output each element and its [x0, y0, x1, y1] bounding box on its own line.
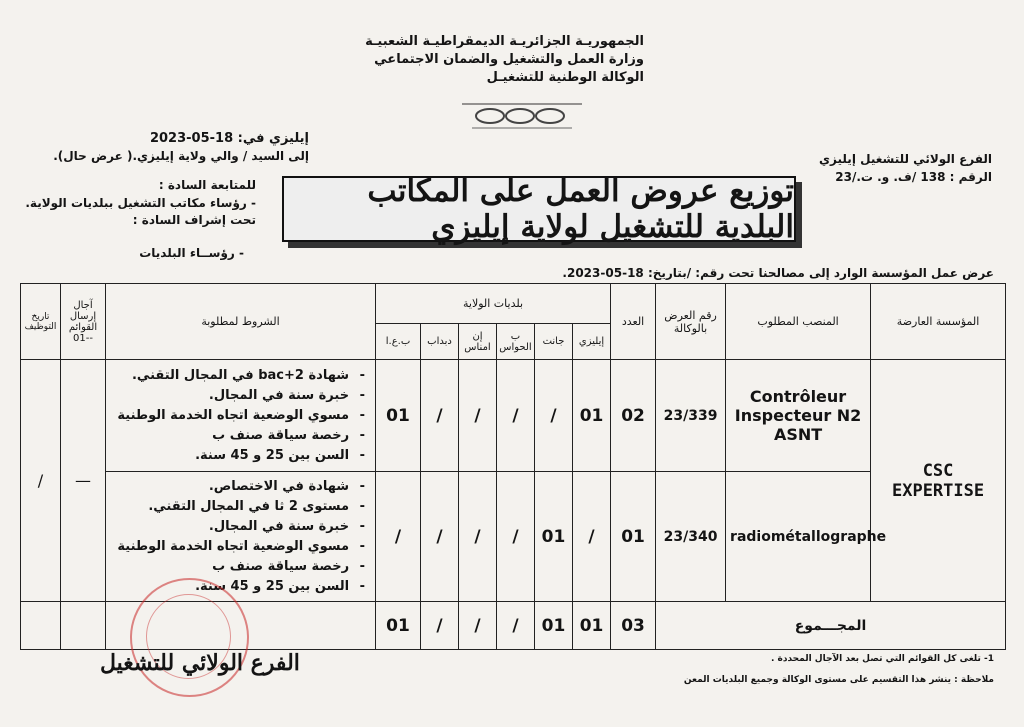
- condition-item: - مستوى 2 ثا في المجال التقني.: [106, 497, 365, 517]
- col-company: المؤسسة العارضة: [871, 284, 1006, 360]
- col-offer-no: رقم العرض بالوكالة: [656, 284, 726, 360]
- muni-header: جانت: [535, 324, 573, 360]
- total-label: المجـــموع: [656, 602, 1006, 650]
- condition-item: - السن بين 25 و 45 سنة.: [106, 577, 365, 597]
- condition-item: - خبرة سنة في المجال.: [106, 517, 365, 537]
- col-conditions: الشروط لمطلوبة: [106, 284, 376, 360]
- col-deadline: آجال إرسال القوائم -01-: [61, 284, 106, 360]
- document-title: توزيع عروض العمل على المكاتب البلدية للتشغيل لولاية إيليزي: [367, 173, 794, 245]
- muni-header: إن امناس: [459, 324, 497, 360]
- col-municipalities: بلديات الولاية: [376, 284, 611, 324]
- condition-item: - شهادة bac+2 في المجال التقني.: [106, 366, 365, 386]
- muni-cell: /: [535, 360, 573, 472]
- muni-cell: 01: [376, 360, 421, 472]
- muni-header: ب الحواس: [497, 324, 535, 360]
- table-row: [21, 360, 1006, 472]
- total-muni-cell: 01: [573, 602, 611, 650]
- header-row-1: [21, 284, 1006, 324]
- hire-date-cell: /: [21, 360, 61, 602]
- muni-cell: /: [421, 360, 459, 472]
- total-muni-cell: /: [497, 602, 535, 650]
- muni-header: إيليزي: [573, 324, 611, 360]
- position-cell: radiométallographe: [726, 472, 871, 602]
- condition-item: - خبرة سنة في المجال.: [106, 386, 365, 406]
- position-cell: Contrôleur Inspecteur N2 ASNT: [726, 360, 871, 472]
- total-count-cell: 03: [611, 602, 656, 650]
- doc-date: إيليزي في: 18-05-2023: [149, 131, 309, 146]
- condition-item: - مسوي الوضعية اتجاه الخدمة الوطنية: [106, 406, 365, 426]
- col-position: المنصب المطلوب: [726, 284, 871, 360]
- offer-no-cell: 23/339: [656, 360, 726, 472]
- recipient: إلى السيد / والي ولاية إيليزي.( عرض حال).: [53, 149, 309, 163]
- condition-item: - مسوي الوضعية اتجاه الخدمة الوطنية: [106, 537, 365, 557]
- mayors-label: - رؤســاء البلديات: [139, 246, 244, 260]
- document-title-box: [282, 173, 796, 245]
- intro-line: عرض عمل المؤسسة الوارد إلى مصالحنا تحت رقم: /بتاريخ: 18-05-2023.: [562, 266, 994, 280]
- condition-item: - السن بين 25 و 45 سنة.: [106, 446, 365, 466]
- followup-label: للمتابعة السادة :: [158, 178, 256, 192]
- header-agency: الوكالة الوطنية للتشغيـل: [486, 70, 644, 85]
- total-muni-cell: /: [459, 602, 497, 650]
- total-muni-cell: 01: [535, 602, 573, 650]
- condition-item: - رخصة سياقة صنف ب: [106, 426, 365, 446]
- muni-header: دبداب: [421, 324, 459, 360]
- offer-no-cell: 23/340: [656, 472, 726, 602]
- col-count: العدد: [611, 284, 656, 360]
- muni-cell: 01: [573, 360, 611, 472]
- signature-block: الفرع الولائي للتشغيل: [100, 650, 300, 676]
- count-cell: 01: [611, 472, 656, 602]
- header-ministry: وزارة العمل والتشغيل والضمان الاجتماعي: [374, 52, 644, 67]
- count-cell: 02: [611, 360, 656, 472]
- total-muni-cell: /: [421, 602, 459, 650]
- muni-cell: 01: [535, 472, 573, 602]
- col-hire-date: تاريخ التوظيف: [21, 284, 61, 360]
- muni-cell: /: [459, 472, 497, 602]
- note-2: ملاحظة : ينشر هذا التقسيم على مستوى الوكالة وجميع البلديات المعن: [683, 675, 994, 685]
- followup-heads: - رؤساء مكاتب التشغيل ببلديات الولاية.: [25, 196, 256, 210]
- muni-cell: /: [573, 472, 611, 602]
- muni-cell: /: [459, 360, 497, 472]
- total-muni-cell: 01: [376, 602, 421, 650]
- company-cell: CSC EXPERTISE: [871, 360, 1006, 602]
- conditions-cell: [106, 360, 376, 472]
- reference-number: الرقم : 138 /ف. و. ت./23: [835, 170, 992, 184]
- muni-cell: /: [376, 472, 421, 602]
- condition-item: - رخصة سياقة صنف ب: [106, 557, 365, 577]
- supervision-label: تحت إشراف السادة :: [132, 213, 256, 227]
- branch-name: الفرع الولائي للتشغيل إيليزي: [819, 152, 992, 166]
- deadline-cell: —: [61, 360, 106, 602]
- muni-cell: /: [497, 360, 535, 472]
- header-republic: الجمهوريـة الجزائريـة الديمقراطيـة الشعبيـة: [365, 34, 644, 49]
- note-1: 1- تلغى كل القوائم التي تصل بعد الآجال المحددة .: [771, 654, 994, 664]
- muni-cell: /: [497, 472, 535, 602]
- conditions-cell: [106, 472, 376, 602]
- agency-logo: [462, 98, 582, 134]
- condition-item: - شهادة في الاختصاص.: [106, 477, 365, 497]
- muni-cell: /: [421, 472, 459, 602]
- muni-header: ب.ع.ا: [376, 324, 421, 360]
- official-stamp-icon: [130, 578, 249, 697]
